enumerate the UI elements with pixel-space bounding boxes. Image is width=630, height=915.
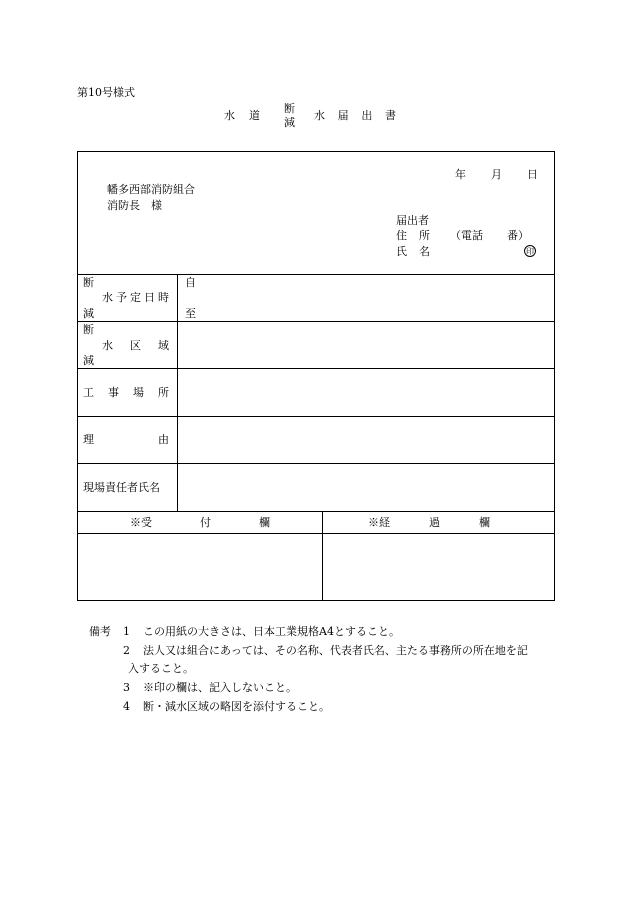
area-label: 水 区 域: [102, 339, 169, 352]
note-text: 法人又は組合にあっては、その名称、代表者氏名、主たる事務所の所在地を記: [143, 644, 528, 657]
date-year: 年: [455, 168, 466, 181]
area-label-top: 断: [83, 323, 94, 336]
note-text-continued: 入すること。: [128, 662, 194, 675]
row-divider: [77, 368, 555, 369]
note-number: 2: [123, 644, 130, 657]
reception-column-header: ※受 付 欄: [130, 516, 270, 529]
row-divider: [77, 511, 555, 512]
notes-column-divider: [322, 511, 323, 601]
phone-close: 番）: [507, 229, 529, 242]
supervisor-label: 現場責任者氏名: [83, 481, 160, 494]
note-number: 4: [123, 700, 130, 713]
title-stacked-bottom: 減: [284, 116, 295, 129]
note-number: 1: [123, 625, 130, 638]
name-label: 氏 名: [396, 245, 430, 258]
date-day: 日: [527, 168, 538, 181]
title-right: 水 届 出 書: [314, 109, 396, 122]
phone-open: （電話: [450, 229, 483, 242]
area-label-bottom: 減: [83, 354, 94, 367]
period-label: 水 予 定 日 時: [102, 291, 169, 304]
row-divider: [77, 321, 555, 322]
applicant-label: 届出者: [396, 214, 429, 227]
note-number: 3: [123, 681, 130, 694]
row-divider: [77, 274, 555, 275]
title-stacked-top: 断: [284, 102, 295, 115]
progress-column-header: ※経 過 欄: [368, 516, 490, 529]
period-label-top: 断: [83, 276, 94, 289]
note-text: ※印の欄は、記入しないこと。: [143, 681, 297, 694]
row-divider: [77, 463, 555, 464]
form-number: 第10号様式: [77, 86, 135, 99]
note-text: 断・減水区域の略図を添付すること。: [143, 700, 330, 713]
period-label-bottom: 減: [83, 307, 94, 320]
row-divider: [77, 533, 555, 534]
addressee-org: 幡多西部消防組合: [107, 183, 195, 196]
label-column-divider: [177, 274, 178, 511]
site-label: 工 事 場 所: [83, 386, 169, 399]
address-label: 住 所: [396, 229, 430, 242]
title-left: 水 道: [224, 109, 260, 122]
period-to: 至: [185, 307, 196, 320]
seal-mark: 印: [526, 247, 534, 256]
row-divider: [77, 416, 555, 417]
addressee-title: 消防長 様: [107, 199, 162, 212]
note-text: この用紙の大きさは、日本工業規格A4とすること。: [143, 625, 400, 638]
period-from: 自: [185, 276, 196, 289]
notes-heading: 備考: [89, 625, 111, 638]
date-month: 月: [491, 168, 502, 181]
reason-label: 理 由: [83, 433, 169, 446]
